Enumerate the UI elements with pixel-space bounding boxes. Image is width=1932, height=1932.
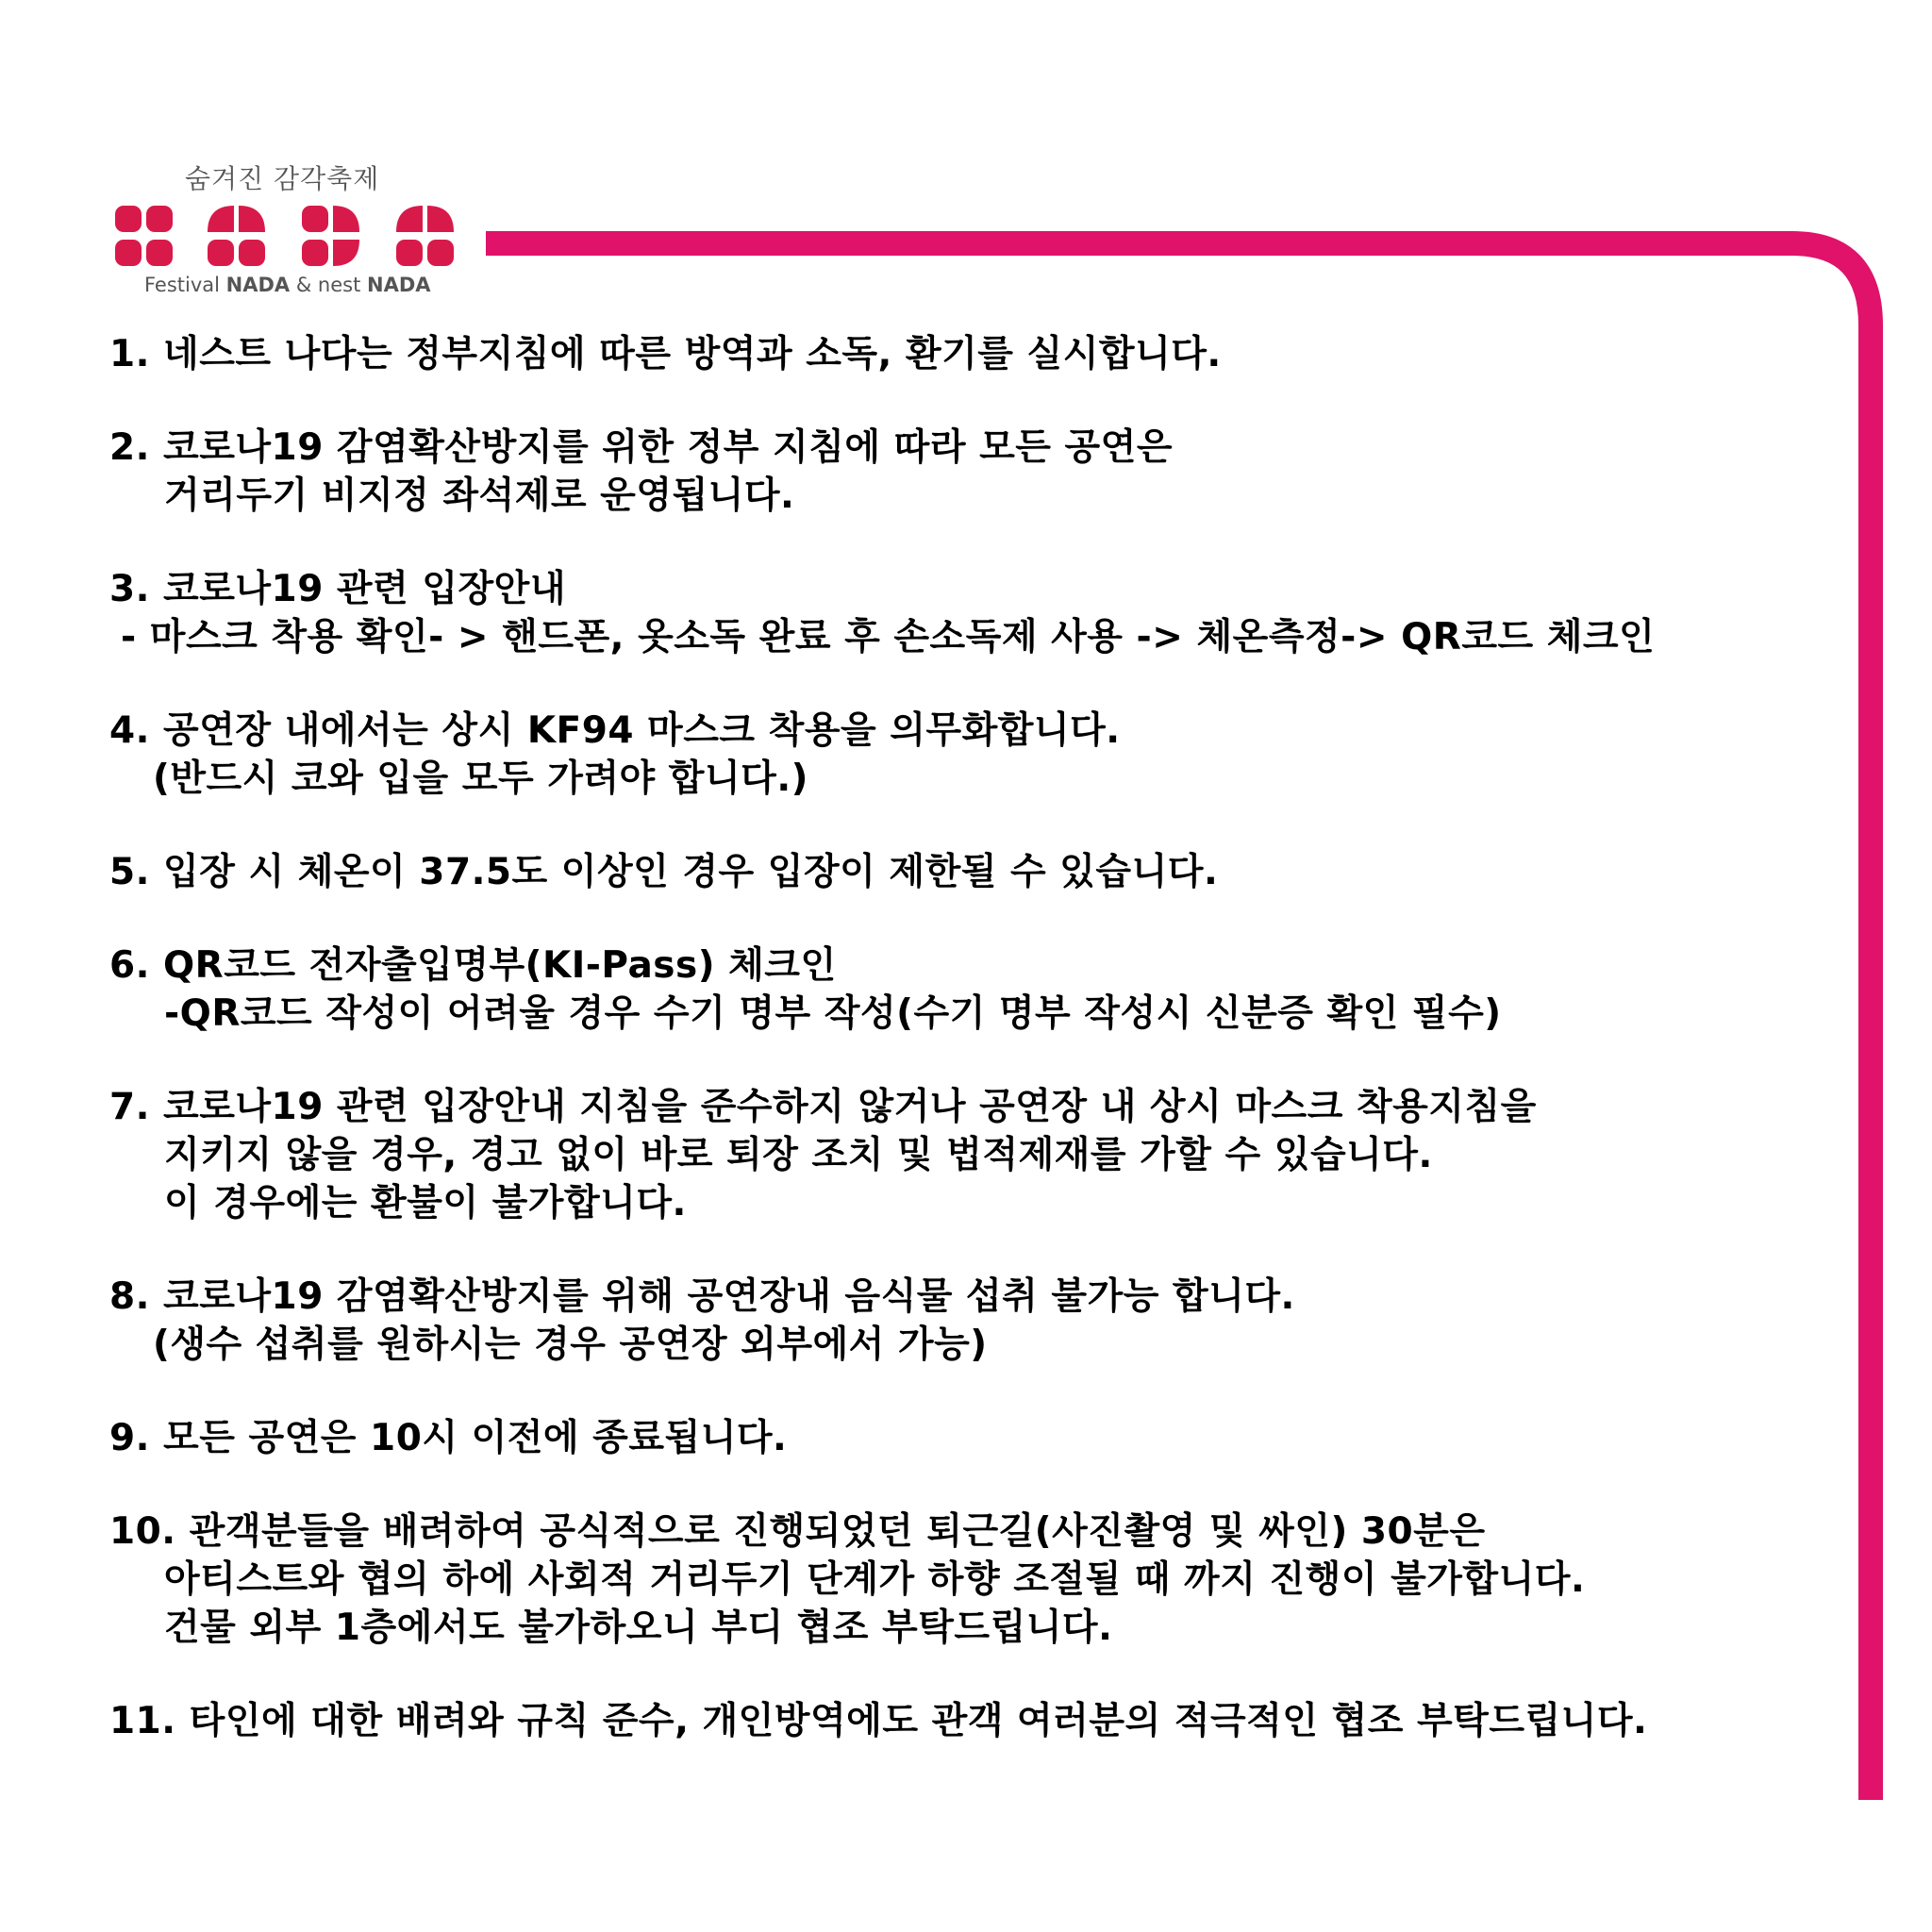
logo-tagline-prefix: Festival: [144, 274, 226, 296]
notice-line: (반드시 코와 입을 모두 가려야 합니다.): [153, 758, 808, 800]
notice-item-8: [109, 1273, 1807, 1369]
notice-line: - 마스크 착용 확인- > 핸드폰, 옷소독 완료 후 손소독제 사용 -> 체온측정-> QR코드 체크인: [121, 616, 1656, 658]
nada-logo-mark: [115, 204, 457, 270]
logo-tagline: [144, 274, 431, 296]
logo-tagline-bold-2: NADA: [367, 274, 431, 296]
notice-item-9: [109, 1414, 1807, 1462]
notice-line: 2. 코로나19 감염확산방지를 위한 정부 지침에 따라 모든 공연은: [109, 426, 1174, 469]
logo-subtitle: 숨겨진 감각축제: [185, 163, 380, 194]
notice-item-7: [109, 1083, 1807, 1227]
notice-line: 건물 외부 1층에서도 불가하오니 부디 협조 부탁드립니다.: [164, 1607, 1113, 1649]
notice-line: 4. 공연장 내에서는 상시 KF94 마스크 착용을 의무화합니다.: [109, 709, 1121, 752]
notice-item-1: [109, 330, 1807, 378]
notice-item-2: [109, 424, 1807, 520]
logo-tagline-bold-1: NADA: [225, 274, 291, 296]
notice-line: 5. 입장 시 체온이 37.5도 이상인 경우 입장이 제한될 수 있습니다.: [109, 851, 1219, 893]
festival-logo: [0, 0, 566, 311]
notice-line: 3. 코로나19 관련 입장안내: [109, 568, 567, 610]
notice-item-6: [109, 941, 1807, 1038]
notice-item-11: [109, 1697, 1807, 1745]
notice-line: -QR코드 작성이 어려울 경우 수기 명부 작성(수기 명부 작성시 신분증 확인 필수): [164, 992, 1502, 1035]
notice-line: 아티스트와 협의 하에 사회적 거리두기 단계가 하향 조절될 때 까지 진행이 불가합니다.: [164, 1558, 1586, 1601]
notice-line: 7. 코로나19 관련 입장안내 지침을 준수하지 않거나 공연장 내 상시 마스크 착용지침을: [109, 1086, 1537, 1128]
notice-line: 거리두기 비지정 좌석제로 운영됩니다.: [164, 475, 795, 517]
logo-tagline-mid: & nest: [290, 274, 367, 296]
notice-line: 10. 관객분들을 배려하여 공식적으로 진행되었던 퇴근길(사진촬영 및 싸인) 30분은: [109, 1510, 1486, 1553]
notice-line: 8. 코로나19 감염확산방지를 위해 공연장내 음식물 섭취 불가능 합니다.: [109, 1275, 1295, 1318]
notice-item-4: [109, 707, 1807, 803]
notice-line: 지키지 않을 경우, 경고 없이 바로 퇴장 조치 및 법적제재를 가할 수 있습니다.: [164, 1134, 1433, 1176]
notice-line: 9. 모든 공연은 10시 이전에 종료됩니다.: [109, 1417, 788, 1459]
notice-line: 이 경우에는 환불이 불가합니다.: [164, 1182, 687, 1224]
notice-item-3: [109, 565, 1807, 661]
notice-item-5: [109, 848, 1807, 896]
notice-item-10: [109, 1507, 1807, 1652]
notice-line: (생수 섭취를 원하시는 경우 공연장 외부에서 가능): [153, 1324, 988, 1366]
notice-line: 6. QR코드 전자출입명부(KI-Pass) 체크인: [109, 944, 837, 987]
notice-line: 11. 타인에 대한 배려와 규칙 준수, 개인방역에도 관객 여러분의 적극적인 협조 부탁드립니다.: [109, 1700, 1648, 1742]
notice-line: 1. 네스트 나다는 정부지침에 따른 방역과 소독, 환기를 실시합니다.: [109, 333, 1222, 375]
notice-list: [109, 330, 1807, 1790]
